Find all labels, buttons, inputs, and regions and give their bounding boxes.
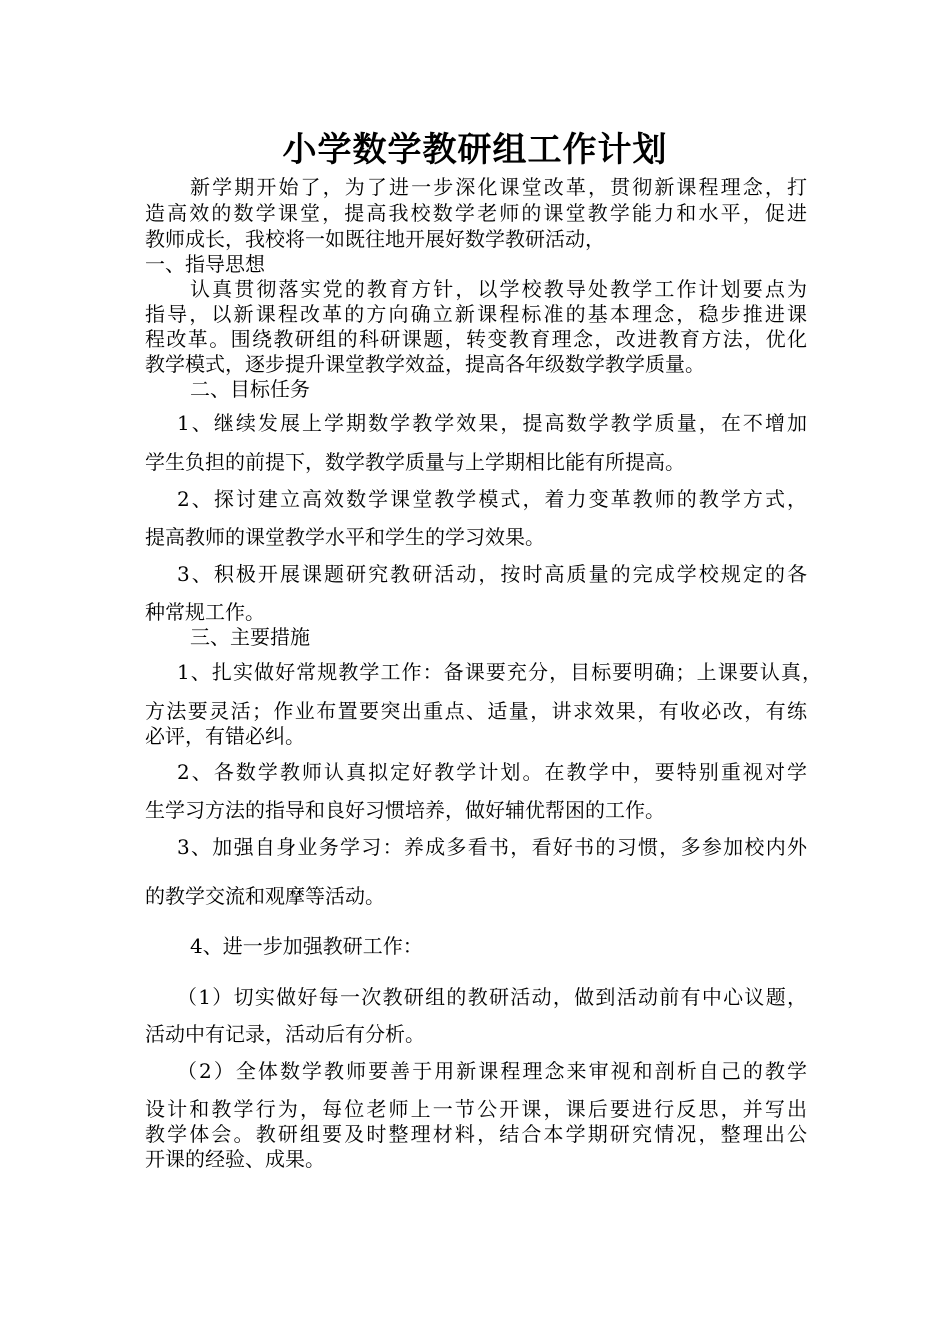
paragraph-line: 方法要灵活；作业布置要突出重点、适量，讲求效果，有收必改，有练 [145,699,807,723]
paragraph-line: 造高效的数学课堂，提高我校数学老师的课堂教学能力和水平，促进 [145,201,807,225]
paragraph-line: 3、积极开展课题研究教研活动，按时高质量的完成学校规定的各 [177,562,807,586]
paragraph-line: （1）切实做好每一次教研组的教研活动，做到活动前有中心议题， [177,985,807,1009]
paragraph-line: 认真贯彻落实党的教育方针，以学校教导处教学工作计划要点为 [190,277,807,301]
section-heading: 二、目标任务 [190,377,310,401]
paragraph-line: （2）全体数学教师要善于用新课程理念来审视和剖析自己的教学 [177,1059,807,1083]
paragraph-line: 种常规工作。 [145,600,265,624]
paragraph-line: 的教学交流和观摩等活动。 [145,884,385,908]
section-heading: 一、指导思想 [145,252,265,276]
section-heading: 三、主要措施 [190,625,310,649]
paragraph-line: 设计和教学行为，每位老师上一节公开课，课后要进行反思，并写出 [145,1097,807,1121]
paragraph-line: 4、进一步加强教研工作： [190,934,423,958]
paragraph-line: 教师成长，我校将一如既往地开展好数学教研活动， [145,227,605,251]
document-title: 小学数学教研组工作计划 [282,130,668,170]
paragraph-line: 指导，以新课程改革的方向确立新课程标准的基本理念，稳步推进课 [145,302,807,326]
paragraph-line: 1、继续发展上学期数学教学效果，提高数学教学质量，在不增加 [177,411,807,435]
paragraph-line: 新学期开始了，为了进一步深化课堂改革，贯彻新课程理念，打 [190,175,807,199]
paragraph-line: 生学习方法的指导和良好习惯培养，做好辅优帮困的工作。 [145,798,665,822]
paragraph-line: 必评，有错必纠。 [145,724,305,748]
paragraph-line: 1、扎实做好常规教学工作：备课要充分，目标要明确；上课要认真， [177,660,822,684]
paragraph-line: 学生负担的前提下，数学教学质量与上学期相比能有所提高。 [145,450,685,474]
paragraph-line: 2、探讨建立高效数学课堂教学模式，着力变革教师的教学方式， [177,487,807,511]
paragraph-line: 提高教师的课堂教学水平和学生的学习效果。 [145,525,545,549]
paragraph-line: 教学体会。教研组要及时整理材料，结合本学期研究情况，整理出公 [145,1122,807,1146]
paragraph-line: 2、各数学教师认真拟定好教学计划。在教学中，要特别重视对学 [177,760,807,784]
paragraph-line: 教学模式，逐步提升课堂教学效益，提高各年级数学教学质量。 [145,352,705,376]
paragraph-line: 程改革。围绕教研组的科研课题，转变教育理念，改进教育方法，优化 [145,327,807,351]
paragraph-line: 3、加强自身业务学习：养成多看书，看好书的习惯，多参加校内外 [177,835,807,859]
paragraph-line: 活动中有记录，活动后有分析。 [145,1022,425,1046]
paragraph-line: 开课的经验、成果。 [145,1147,325,1171]
